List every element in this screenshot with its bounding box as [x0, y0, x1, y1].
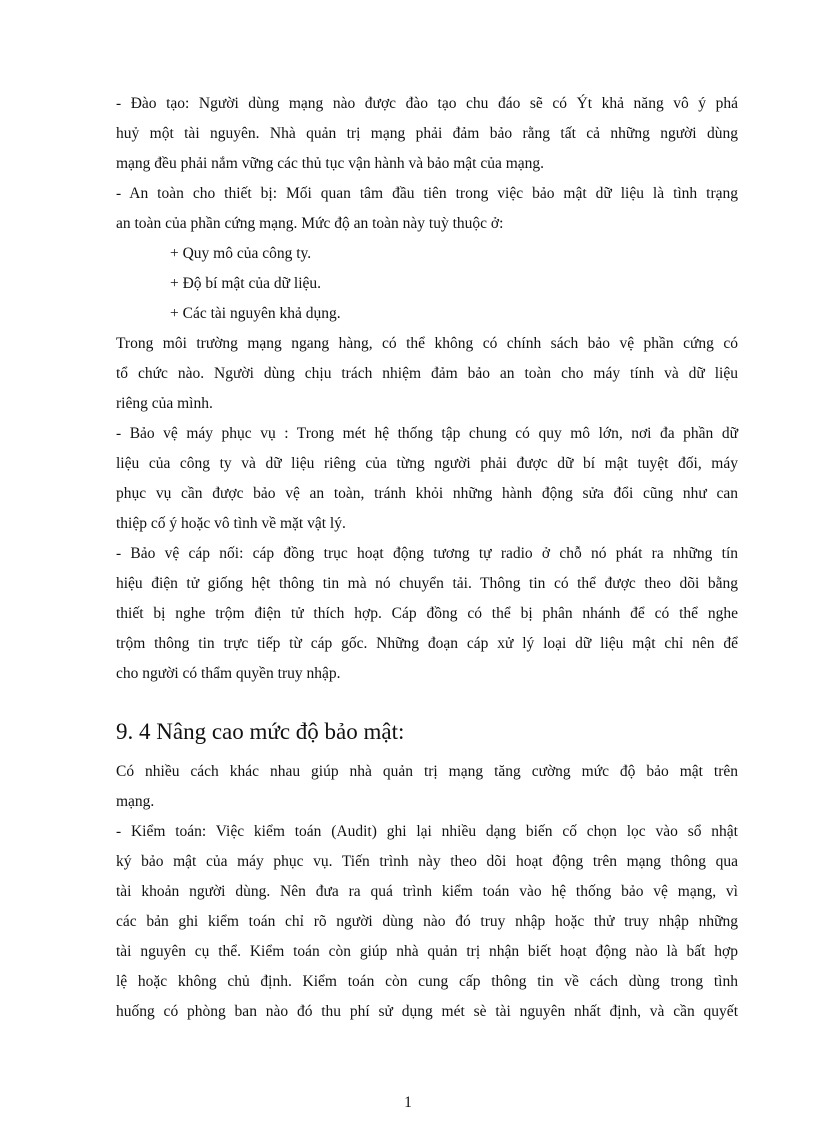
- text-line: Có nhiều cách khác nhau giúp nhà quản trị mạng tăng cường mức độ bảo mật trên: [116, 763, 738, 780]
- page-number: 1: [404, 1094, 412, 1111]
- text-line: an toàn của phần cứng mạng. Mức độ an toàn này tuỳ thuộc ở:: [116, 215, 504, 232]
- text-line: - Bảo vệ cáp nối: cáp đồng trục hoạt động tương tự radio ở chỗ nó phát ra những tín: [116, 545, 738, 562]
- list-item: + Quy mô của công ty.: [170, 245, 312, 262]
- text-line: huỷ một tài nguyên. Nhà quản trị mạng phải đảm bảo rằng tất cả những người dùng: [116, 125, 738, 142]
- text-line: riêng của mình.: [116, 395, 213, 412]
- text-line: - Đào tạo: Người dùng mạng nào được đào tạo chu đáo sẽ có Ýt khả năng vô ý phá: [116, 95, 738, 112]
- text-line: mạng đều phải nắm vững các thủ tục vận hành và bảo mật của mạng.: [116, 155, 545, 172]
- text-line: - Kiểm toán: Việc kiểm toán (Audit) ghi lại nhiều dạng biến cố chọn lọc vào sổ nhật: [116, 823, 738, 840]
- list-item: + Các tài nguyên khả dụng.: [170, 305, 341, 322]
- list-item: + Độ bí mật của dữ liệu.: [170, 275, 322, 292]
- text-line: tổ chức nào. Người dùng chịu trách nhiệm đảm bảo an toàn cho máy tính và dữ liệu: [116, 365, 738, 382]
- text-line: trộm thông tin trực tiếp từ cáp gốc. Những đoạn cáp xử lý loại dữ liệu mật chỉ nên để: [116, 635, 738, 652]
- text-line: hiệu điện tử giống hệt thông tin mà nó chuyển tải. Thông tin có thể được theo dõi bằng: [116, 575, 738, 592]
- text-line: tài khoản người dùng. Nên đưa ra quá trình kiểm toán vào hệ thống bảo vệ mạng, vì: [116, 883, 738, 900]
- section-heading: 9. 4 Nâng cao mức độ bảo mật:: [116, 719, 405, 744]
- text-line: - Bảo vệ máy phục vụ : Trong mét hệ thống tập chung có quy mô lớn, nơi đa phần dữ: [116, 425, 738, 442]
- text-line: lệ hoặc không chủ định. Kiểm toán còn cung cấp thông tin về cách dùng trong tình: [116, 973, 738, 990]
- text-line: mạng.: [116, 793, 155, 810]
- text-line: ký bảo mật của máy phục vụ. Tiến trình này theo dõi hoạt động trên mạng thông qua: [116, 853, 738, 870]
- text-line: huống có phòng ban nào đó thu phí sử dụng mét sè tài nguyên nhất định, và cần quyết: [116, 1003, 738, 1020]
- text-line: các bản ghi kiểm toán chỉ rõ người dùng nào đó truy nhập hoặc thử truy nhập những: [116, 913, 738, 930]
- text-line: phục vụ cần được bảo vệ an toàn, tránh khỏi những hành động sửa đổi cũng như can: [116, 485, 738, 502]
- text-line: liệu của công ty và dữ liệu riêng của từng người phải được dữ bí mật tuyệt đối, máy: [116, 455, 738, 472]
- text-line: tài nguyên cụ thể. Kiểm toán còn giúp nhà quản trị nhận biết hoạt động nào là bất hợp: [116, 943, 738, 960]
- text-line: - An toàn cho thiết bị: Mối quan tâm đầu tiên trong việc bảo mật dữ liệu là tình trạng: [116, 185, 738, 202]
- text-line: Trong môi trường mạng ngang hàng, có thể không có chính sách bảo vệ phần cứng có: [116, 335, 738, 352]
- text-line: cho người có thẩm quyền truy nhập.: [116, 665, 341, 682]
- text-line: thiệp cố ý hoặc vô tình về mặt vật lý.: [116, 515, 346, 532]
- text-line: thiết bị nghe trộm điện tử thích hợp. Cáp đồng có thể bị phân nhánh để có thể nghe: [116, 605, 738, 622]
